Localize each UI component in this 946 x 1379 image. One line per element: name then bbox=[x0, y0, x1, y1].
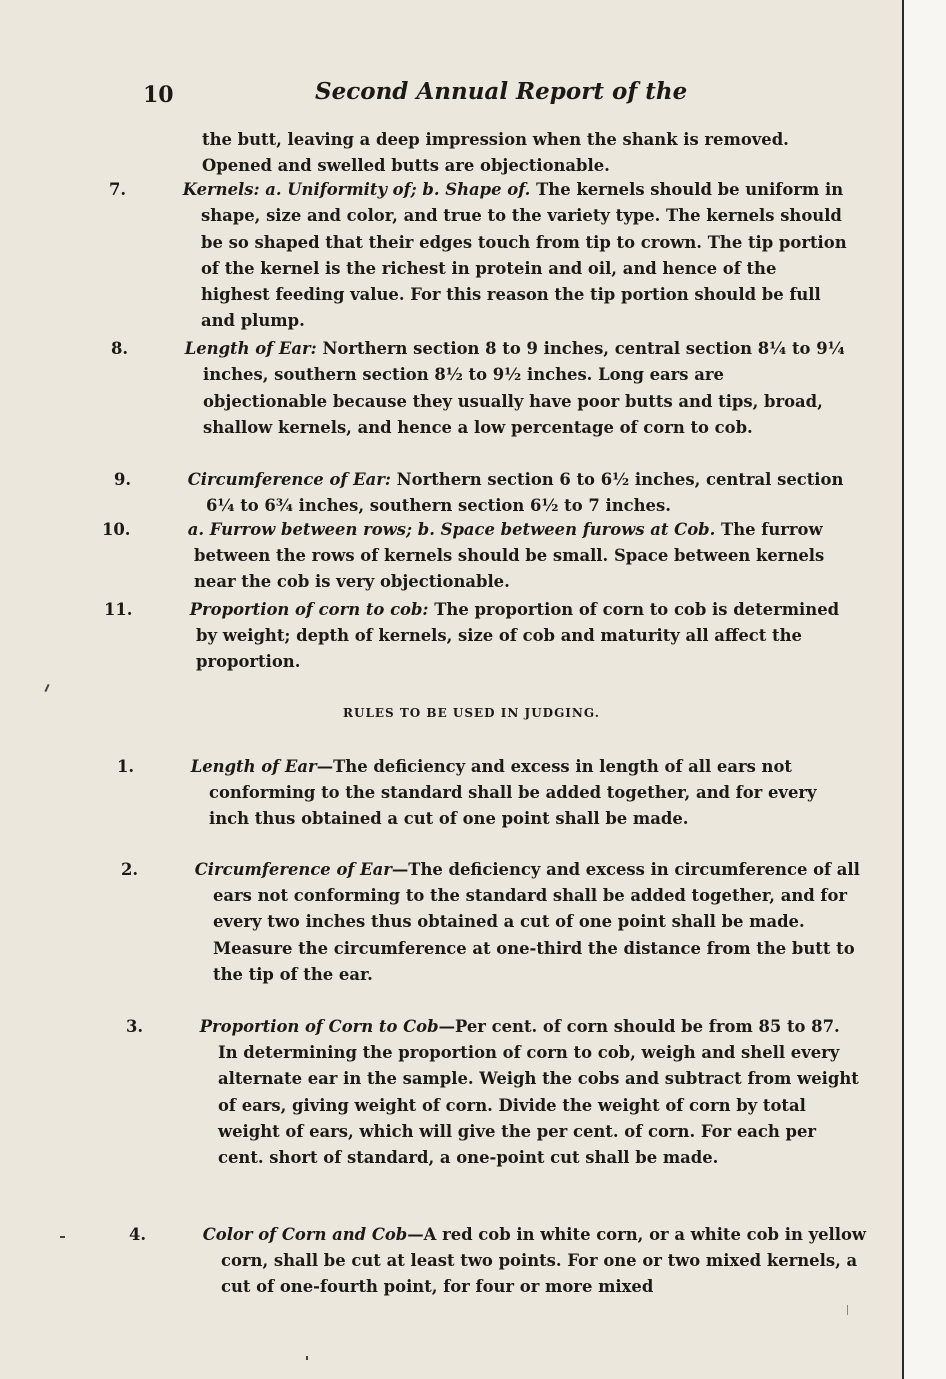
rule-title: Color of Corn and Cob bbox=[202, 1225, 408, 1244]
rule-text: —Per cent. of corn should be from 85 to 87. In determining the proportion of corn to cob, weigh and shell every alternate ear in the sample. Weigh the cobs and subtract from weight of ears, giving weight of corn. Divide the weight of corn by total weight of ears, which will give the per cent. of corn. For each per cent. short of standard, a one-point cut shall be made. bbox=[218, 1017, 859, 1168]
rule-3 bbox=[126, 1014, 864, 1171]
page-number: 10 bbox=[143, 82, 174, 108]
rule-text: —A red cob in white corn, or a white cob in yellow corn, shall be cut at least two points. For one or two mixed kernels, a cut of one-fourth point, for four or more mixed bbox=[221, 1225, 867, 1297]
continuation-line-2: Opened and swelled butts are objectionable. bbox=[202, 156, 610, 176]
item-title: Length of Ear: bbox=[184, 339, 317, 358]
page-header bbox=[143, 78, 843, 112]
item-text: The furrow between the rows of kernels should be small. Space between kernels near the cob is very objectionable. bbox=[194, 520, 825, 592]
rule-text: —The deficiency and excess in length of all ears not conforming to the standard shall be added together, and for every inch thus obtained a cut of one point shall be made. bbox=[209, 757, 817, 829]
score-item-10 bbox=[102, 517, 854, 596]
continuation-paragraph bbox=[202, 127, 806, 179]
rule-number: 1. bbox=[117, 757, 135, 776]
item-title: Kernels: a. Uniformity of; b. Shape of. bbox=[182, 180, 531, 199]
rule-number: 2. bbox=[121, 860, 139, 879]
item-text: Northern section 8 to 9 inches, central section 8¼ to 9¼ inches, southern section 8½ to 9½ inches. Long ears are objectionable because they usually have poor butts and tips, broad, shallow kernels, and hence a low percentage of corn to cob. bbox=[203, 339, 845, 437]
rule-number: 4. bbox=[129, 1225, 147, 1244]
score-item-9 bbox=[114, 467, 852, 519]
scan-speck bbox=[60, 1236, 65, 1238]
scan-speck bbox=[44, 684, 49, 692]
book-spine-edge bbox=[902, 0, 946, 1379]
item-title: Circumference of Ear: bbox=[187, 470, 391, 489]
rule-text: —The deficiency and excess in circumference of all ears not conforming to the standard shall be added together, and for every two inches thus obtained a cut of one point shall be made. Measure the circumference at one-third the distance from the butt to the tip of the ear. bbox=[213, 860, 860, 984]
item-text: The kernels should be uniform in shape, size and color, and true to the variety type. The kernels should be so shaped that their edges touch from tip to crown. The tip portion of the kernel is the richest in protein and oil, and hence of the highest feeding value. For this reason the tip portion should be full and plump. bbox=[201, 180, 847, 331]
rule-title: Circumference of Ear bbox=[194, 860, 392, 879]
scan-speck bbox=[306, 1356, 308, 1360]
item-title: a. Furrow between rows; b. Space between furows at Cob. bbox=[187, 520, 716, 539]
rules-heading: RULES TO BE USED IN JUDGING. bbox=[343, 706, 600, 720]
item-title: Proportion of corn to cob: bbox=[189, 600, 429, 619]
item-text: The proportion of corn to cob is determined by weight; depth of kernels, size of cob and maturity all affect the proportion. bbox=[196, 600, 840, 672]
rule-2 bbox=[121, 857, 861, 988]
item-number: 10. bbox=[102, 520, 131, 539]
item-number: 7. bbox=[109, 180, 127, 199]
score-item-7 bbox=[109, 177, 847, 335]
score-item-8 bbox=[111, 336, 849, 441]
continuation-line-1: the butt, leaving a deep impression when the shank is removed. bbox=[202, 130, 789, 149]
item-number: 9. bbox=[114, 470, 132, 489]
scan-speck bbox=[847, 1305, 848, 1315]
item-number: 8. bbox=[111, 339, 129, 358]
rule-title: Proportion of Corn to Cob bbox=[199, 1017, 439, 1036]
score-item-11 bbox=[104, 597, 856, 676]
item-text: Northern section 6 to 6½ inches, central section 6¼ to 6¾ inches, southern section 6½ to 7 inches. bbox=[206, 470, 844, 516]
rule-title: Length of Ear bbox=[190, 757, 317, 776]
item-number: 11. bbox=[104, 600, 133, 619]
rule-1 bbox=[117, 754, 857, 833]
rule-number: 3. bbox=[126, 1017, 144, 1036]
running-title: Second Annual Report of the bbox=[315, 78, 688, 105]
rule-4 bbox=[129, 1222, 869, 1301]
